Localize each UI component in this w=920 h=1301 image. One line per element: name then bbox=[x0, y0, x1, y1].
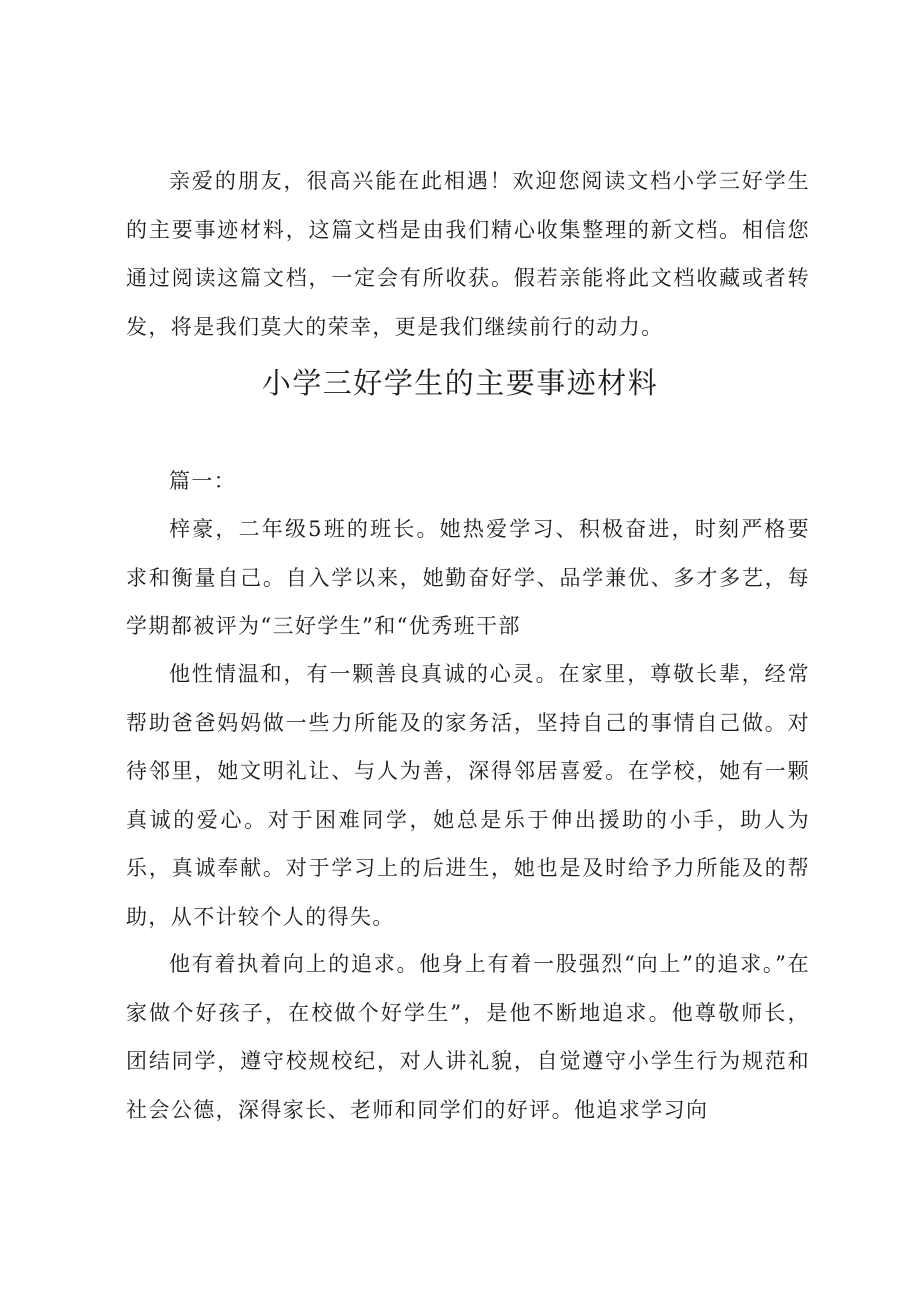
body-paragraph: 他性情温和，有一颗善良真诚的心灵。在家里，尊敬长辈，经常帮助爸爸妈妈做一些力所能及的家务活，坚持自己的事情自己做。对待邻里，她文明礼让、与人为善，深得邻居喜爱。在学校，她有一颗真诚的爱心。对于困难同学，她总是乐于伸出援助的小手，助人为乐，真诚奉献。对于学习上的后进生，她也是及时给予力所能及的帮助，从不计较个人的得失。 bbox=[126, 662, 810, 929]
document-title: 小学三好学生的主要事迹材料 bbox=[261, 366, 659, 400]
body-paragraph: 他有着执着向上的追求。他身上有着一股强烈“向上”的追求。”在家做个好孩子，在校做个好学生”，是他不断地追求。他尊敬师长，团结同学，遵守校规校纪，对人讲礼貌，自觉遵守小学生行为规范和社会公德，深得家长、老师和同学们的好评。他追求学习向 bbox=[126, 952, 810, 1122]
section-label: 篇一： bbox=[169, 469, 237, 493]
intro-paragraph: 亲爱的朋友，很高兴能在此相遇！欢迎您阅读文档小学三好学生的主要事迹材料，这篇文档是由我们精心收集整理的新文档。相信您通过阅读这篇文档，一定会有所收获。假若亲能将此文档收藏或者转发，将是我们莫大的荣幸，更是我们继续前行的动力。 bbox=[126, 169, 810, 339]
body-paragraph: 梓豪，二年级5班的班长。她热爱学习、积极奋进，时刻严格要求和衡量自己。自入学以来，她勤奋好学、品学兼优、多才多艺，每学期都被评为“三好学生”和“优秀班干部 bbox=[126, 517, 810, 638]
